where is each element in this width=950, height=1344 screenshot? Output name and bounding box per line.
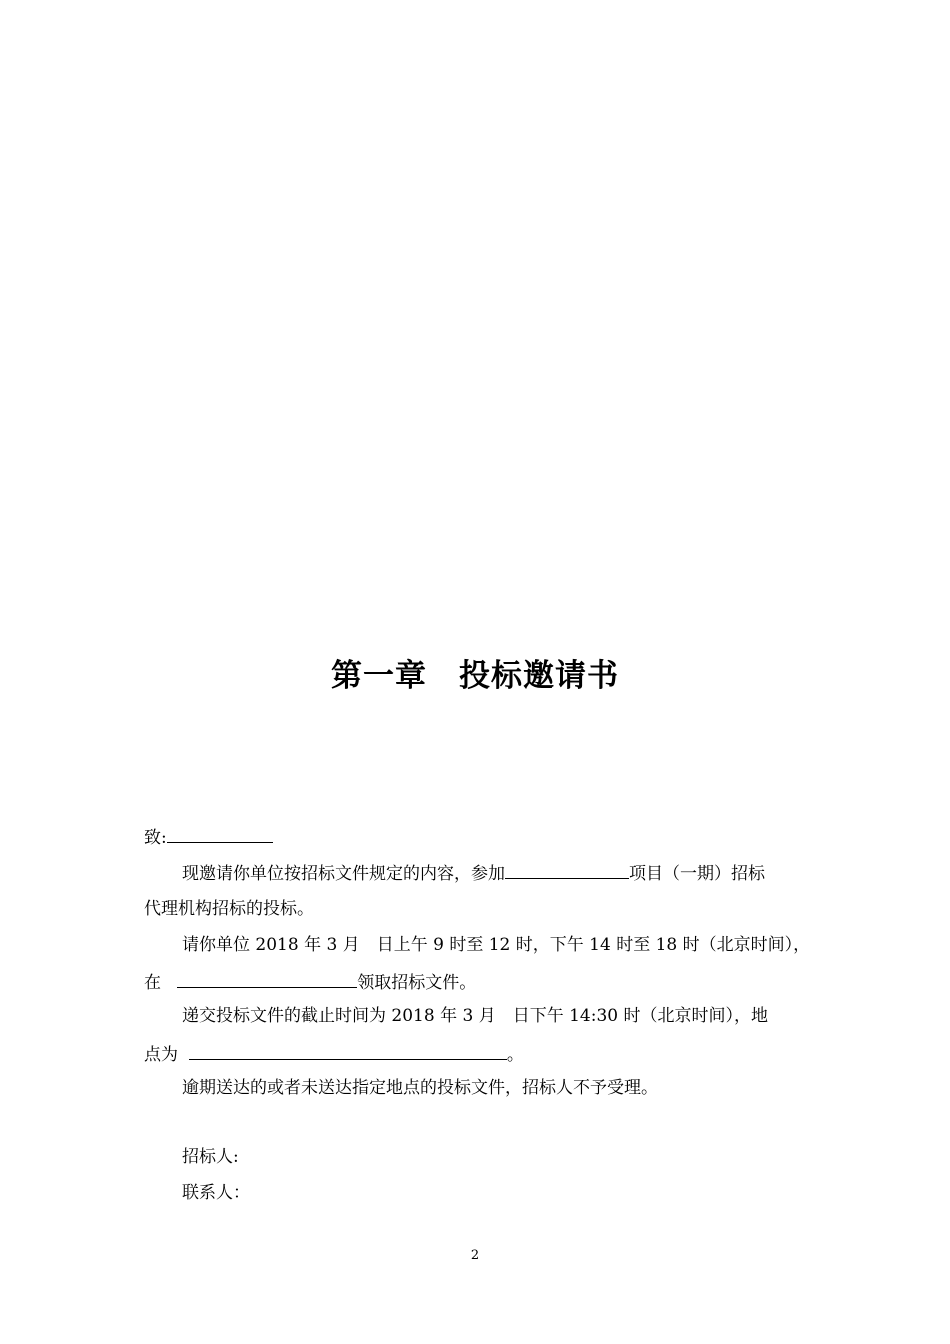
paragraph-invitation-line-2 [144,897,314,921]
late-submission-text: 逾期送达的或者未送达指定地点的投标文件，招标人不予受理。 [182,1078,658,1098]
page-number: 2 [470,1248,480,1263]
tenderer-line [182,1145,239,1169]
documents-time-text: 请你单位 2018 年 3 月 日上午 9 时至 12 时，下午 14 时至 18 时（北京时间）， [182,935,811,955]
invitation-text-end: 代理机构招标的投标。 [144,899,314,919]
chapter-title: 第一章 投标邀请书 [331,658,619,694]
documents-at-text: 在 [144,973,161,993]
documents-collect-text: 领取招标文件。 [357,973,477,993]
deadline-end-mark: 。 [506,1045,524,1065]
paragraph-documents-line-1 [182,933,810,957]
invitation-text-project: 项目（一期）招标 [629,864,765,884]
paragraph-invitation-line-1 [182,860,765,886]
deadline-text: 递交投标文件的截止时间为 2018 年 3 月 日下午 14:30 时（北京时间），地 [182,1006,768,1026]
contact-label: 联系人： [182,1183,250,1203]
paragraph-late-submission [182,1076,658,1100]
documents-location-blank [177,969,357,988]
paragraph-deadline-line-2 [144,1041,524,1067]
addressee-blank [167,824,273,843]
deadline-place-text: 点为 [144,1045,178,1065]
contact-line [182,1181,250,1205]
project-name-blank [505,860,629,879]
addressee-line [144,824,273,850]
to-label: 致: [144,828,167,848]
paragraph-deadline-line-1 [182,1004,768,1028]
submission-location-blank [189,1041,507,1060]
invitation-text: 现邀请你单位按招标文件规定的内容，参加 [182,864,505,884]
tenderer-label: 招标人: [182,1147,239,1167]
paragraph-documents-line-2 [144,969,476,995]
